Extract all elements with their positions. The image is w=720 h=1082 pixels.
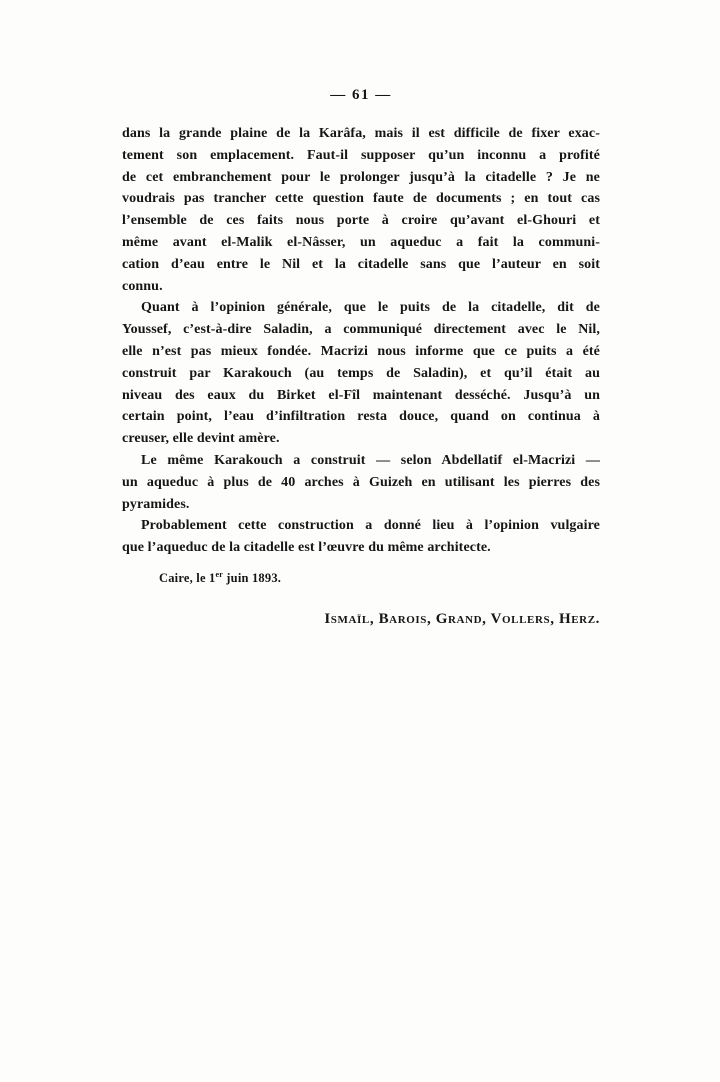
dateline — [159, 570, 600, 587]
text-line: Youssef, c’est-à-dire Saladin, a communiqué directement avec le Nil, — [122, 322, 600, 338]
text-line: cation d’eau entre le Nil et la citadelle sans que l’auteur en soit — [122, 256, 600, 272]
text-line: creuser, elle devint amère. — [122, 431, 280, 447]
text-line: Quant à l’opinion générale, que le puits de la citadelle, dit de — [141, 300, 600, 316]
signature-line: Ismaïl, Barois, Grand, Vollers, Herz. — [324, 610, 600, 627]
paragraph — [122, 297, 600, 450]
dateline-ordinal-superscript: er — [215, 569, 223, 579]
page-number: — 61 — — [330, 87, 392, 103]
text-line: pyramides. — [122, 496, 190, 512]
dateline-text-suffix: juin 1893. — [222, 570, 282, 585]
paragraph — [122, 450, 600, 515]
page-content — [122, 84, 600, 628]
text-line: un aqueduc à plus de 40 arches à Guizeh en utilisant les pierres des — [122, 474, 600, 490]
text-line: que l’aqueduc de la citadelle est l’œuvre du même architecte. — [122, 540, 491, 556]
text-line: Probablement cette construction a donné lieu à l’opinion vulgaire — [141, 518, 600, 534]
text-line: même avant el-Malik el-Nâsser, un aqueduc a fait la communi- — [122, 234, 600, 250]
text-line: connu. — [122, 278, 163, 294]
paragraph — [122, 515, 600, 559]
text-line: niveau des eaux du Birket el-Fîl maintenant desséché. Jusqu’à un — [122, 387, 600, 403]
text-line: dans la grande plaine de la Karâfa, mais il est difficile de fixer exac- — [122, 126, 600, 141]
text-line: Le même Karakouch a construit — selon Abdellatif el-Macrizi — — [141, 452, 600, 468]
text-line: construit par Karakouch (au temps de Saladin), et qu’il était au — [122, 365, 600, 381]
text-line: elle n’est pas mieux fondée. Macrizi nous informe que ce puits a été — [122, 343, 600, 359]
text-line: tement son emplacement. Faut-il supposer qu’un inconnu a profité — [122, 147, 600, 163]
dateline-text: Caire, le 1 — [159, 570, 216, 585]
text-line: certain point, l’eau d’infiltration resta douce, quand on continua à — [122, 409, 600, 425]
text-line: de cet embranchement pour le prolonger jusqu’à la citadelle ? Je ne — [122, 169, 600, 185]
text-line: l’ensemble de ces faits nous porte à croire qu’avant el-Ghouri et — [122, 213, 600, 229]
paragraph — [122, 123, 600, 297]
text-line: voudrais pas trancher cette question faute de documents ; en tout cas — [122, 191, 600, 207]
